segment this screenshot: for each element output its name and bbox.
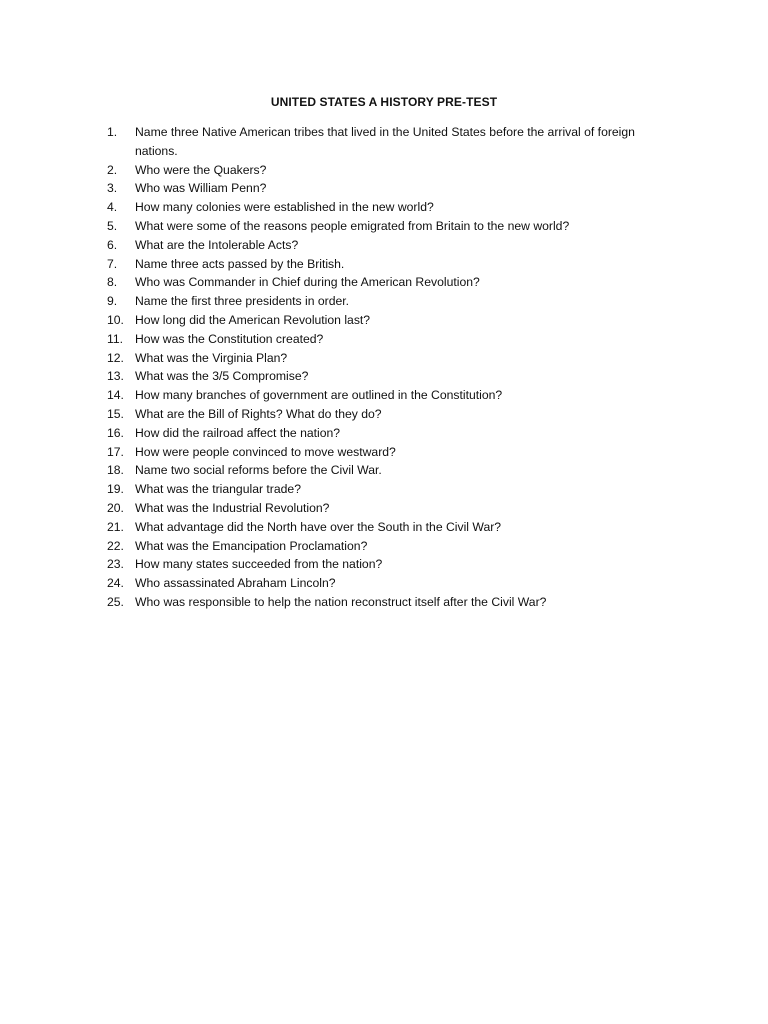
question-item [107,386,677,405]
question-text: How were people convinced to move westward? [135,444,396,459]
question-text: What was the Emancipation Proclamation? [135,538,368,553]
question-item [107,236,677,255]
question-number: 11. [107,331,124,346]
question-text: What was the 3/5 Compromise? [135,369,309,384]
question-item [107,574,677,593]
question-number: 13. [107,369,124,384]
question-text: What are the Intolerable Acts? [135,237,299,252]
question-text: What are the Bill of Rights? What do they do? [135,406,382,421]
question-number: 22. [107,538,124,553]
question-text: Who were the Quakers? [135,162,267,177]
question-text: Who assassinated Abraham Lincoln? [135,576,336,591]
question-number: 7. [107,256,118,271]
question-item [107,555,677,574]
question-item [107,349,677,368]
question-number: 5. [107,218,118,233]
question-item [107,367,677,386]
question-item [107,161,677,180]
question-item [107,537,677,556]
question-number: 3. [107,181,118,196]
question-text: How long did the American Revolution last? [135,312,371,327]
question-text: What were some of the reasons people emigrated from Britain to the new world? [135,218,570,233]
question-item [107,273,677,292]
question-number: 10. [107,312,124,327]
question-number: 23. [107,557,124,572]
question-text: Who was responsible to help the nation reconstruct itself after the Civil War? [135,594,547,609]
question-text: Name two social reforms before the Civil War. [135,463,382,478]
question-text: What was the Industrial Revolution? [135,500,330,515]
question-text: How was the Constitution created? [135,331,324,346]
question-text: Name three Native American tribes that lived in the United States before the arrival of foreign nations. [135,125,635,158]
question-item [107,311,677,330]
question-item [107,424,677,443]
question-number: 25. [107,594,124,609]
question-number: 4. [107,200,118,215]
question-item [107,292,677,311]
question-number: 24. [107,576,124,591]
question-item [107,198,677,217]
question-number: 6. [107,237,118,252]
question-number: 19. [107,482,124,497]
question-item [107,330,677,349]
question-item [107,405,677,424]
question-item [107,518,677,537]
question-number: 18. [107,463,124,478]
question-number: 8. [107,275,118,290]
question-item [107,461,677,480]
question-list [107,123,677,612]
question-text: How many branches of government are outlined in the Constitution? [135,388,503,403]
question-item [107,593,677,612]
question-item [107,217,677,236]
question-item [107,480,677,499]
question-number: 17. [107,444,124,459]
question-number: 15. [107,406,124,421]
question-text: How did the railroad affect the nation? [135,425,341,440]
question-item [107,499,677,518]
question-number: 12. [107,350,124,365]
question-text: Who was William Penn? [135,181,267,196]
question-item [107,255,677,274]
question-number: 16. [107,425,124,440]
question-text: Who was Commander in Chief during the American Revolution? [135,275,480,290]
document-title: UNITED STATES A HISTORY PRE-TEST [270,95,498,109]
question-item [107,179,677,198]
question-text: What was the Virginia Plan? [135,350,288,365]
question-text: What was the triangular trade? [135,482,301,497]
question-number: 2. [107,162,118,177]
question-number: 21. [107,519,124,534]
question-number: 14. [107,388,124,403]
question-text: Name three acts passed by the British. [135,256,345,271]
question-text: What advantage did the North have over the South in the Civil War? [135,519,502,534]
question-item [107,443,677,462]
question-item [107,123,677,161]
question-text: How many states succeeded from the nation? [135,557,383,572]
question-number: 9. [107,294,118,309]
question-number: 1. [107,125,118,139]
question-text: How many colonies were established in the new world? [135,200,434,215]
question-text: Name the first three presidents in order. [135,294,350,309]
question-number: 20. [107,500,124,515]
